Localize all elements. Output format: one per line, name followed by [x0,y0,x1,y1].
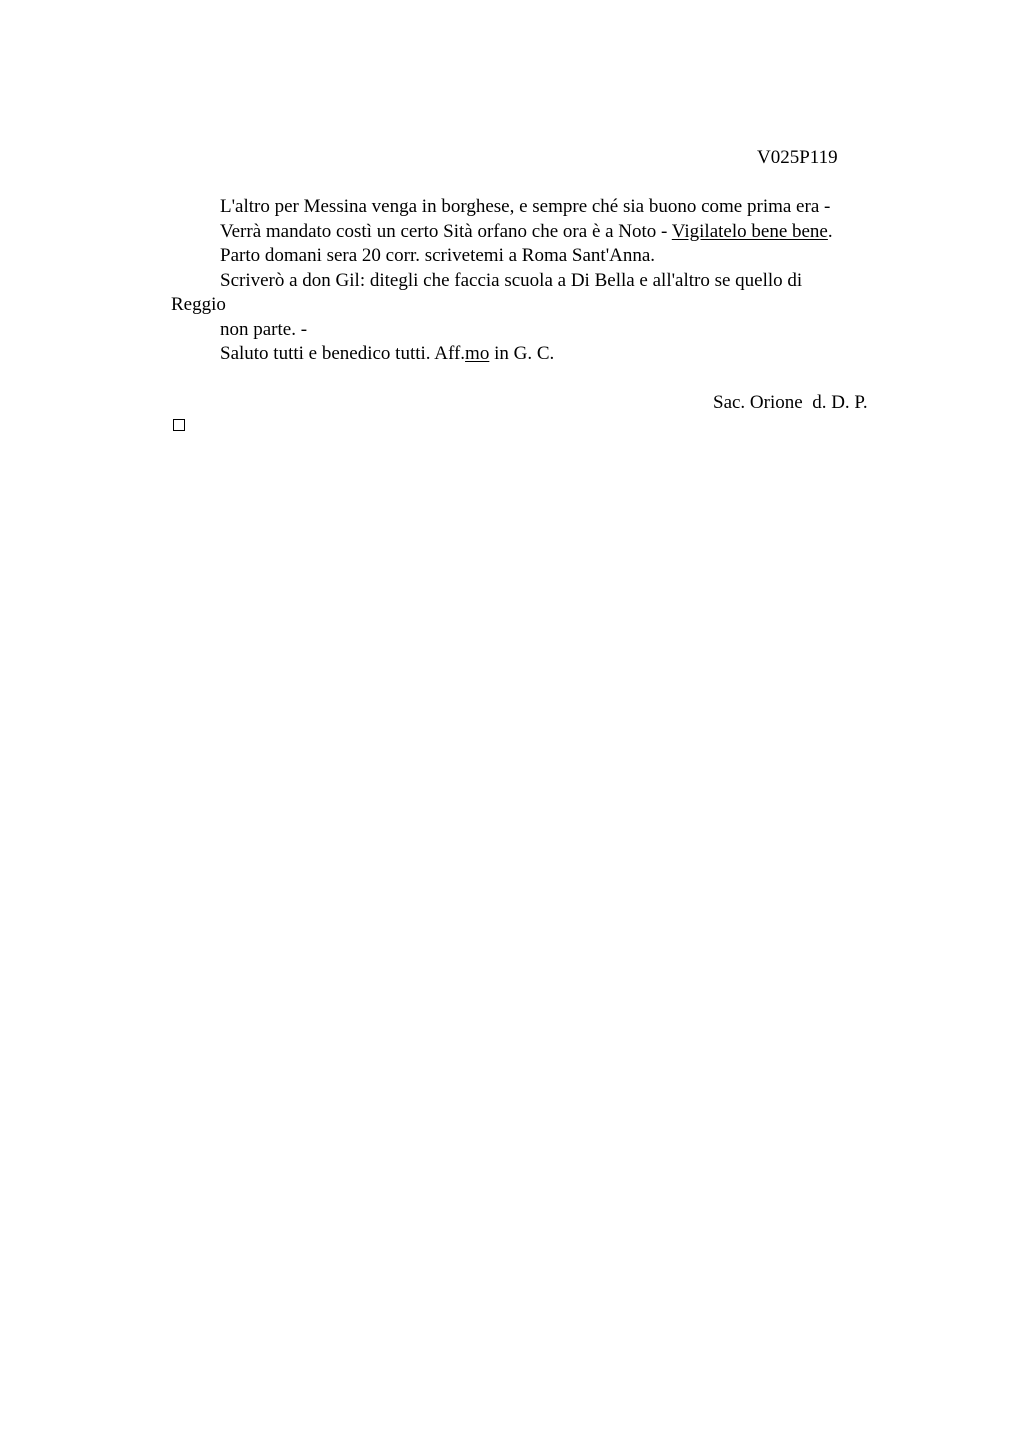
letter-line-1-text: L'altro per Messina venga in borghese, e sempre ché sia buono come prima era - [220,196,831,217]
letter-body [171,195,891,367]
letter-line-5 [171,293,891,318]
underlined-superscript: mo [465,343,490,364]
letter-line-2-end: . [827,220,833,242]
letter-line-2-text: Verrà mandato costì un certo Sità orfano che ora è a Noto - [220,220,672,242]
empty-square-icon [173,419,185,431]
letter-line-7-text: Saluto tutti e benedico tutti. Aff. [220,343,466,364]
letter-line-7-end: in G. C. [489,343,555,364]
letter-line-3-text: Parto domani sera 20 corr. scrivetemi a Roma Sant'Anna. [220,245,656,266]
letter-line-1 [171,195,891,220]
letter-line-7 [171,342,891,367]
letter-line-4-text: Scriverò a don Gil: ditegli che faccia scuola a Di Bella e all'altro se quello di [220,269,803,291]
letter-line-5-text: Reggio [171,294,226,315]
letter-line-3 [171,244,891,269]
page-code: V025P119 [757,147,838,168]
letter-line-4 [171,269,891,294]
signature: Sac. Orione d. D. P. [713,392,868,413]
letter-line-6 [171,318,891,343]
underlined-phrase: Vigilatelo bene bene [671,220,828,242]
letter-line-6-text: non parte. - [220,318,308,340]
letter-line-2 [171,220,891,245]
